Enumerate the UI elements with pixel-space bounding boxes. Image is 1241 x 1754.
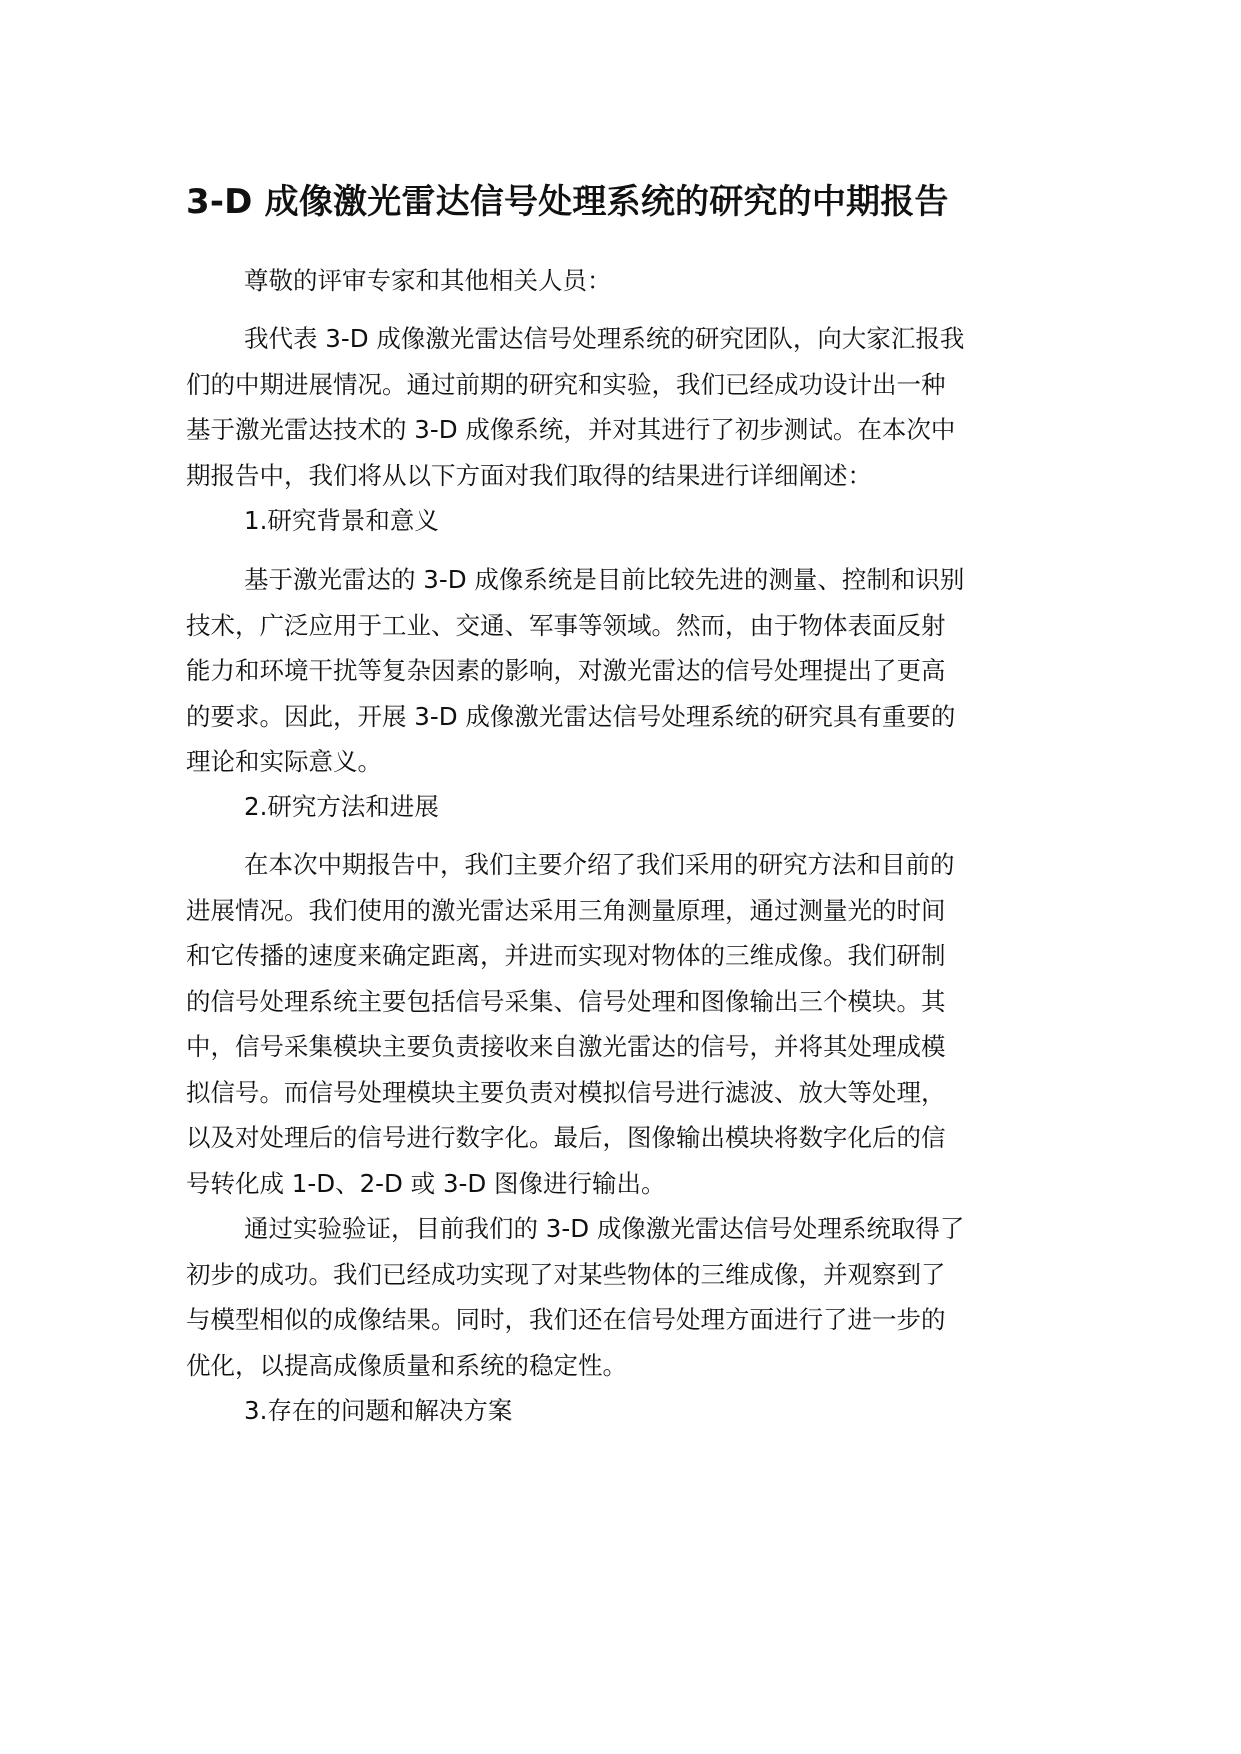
section-heading-line: 1.研究背景和意义 (244, 506, 439, 535)
section-2-paragraph-2 (186, 1206, 1042, 1388)
paragraph-line: 能力和环境干扰等复杂因素的影响，对激光雷达的信号处理提出了更高 (186, 656, 946, 685)
paragraph-line: 和它传播的速度来确定距离，并进而实现对物体的三维成像。我们研制 (186, 941, 946, 970)
paragraph-line: 的要求。因此，开展 3-D 成像激光雷达信号处理系统的研究具有重要的 (186, 701, 956, 731)
section-2-heading (186, 784, 1042, 830)
section-2-paragraph-1 (186, 842, 1042, 1206)
paragraph-line: 以及对处理后的信号进行数字化。最后，图像输出模块将数字化后的信 (186, 1123, 946, 1152)
paragraph-line: 号转化成 1-D、2-D 或 3-D 图像进行输出。 (186, 1168, 666, 1198)
paragraph-line: 与模型相似的成像结果。同时，我们还在信号处理方面进行了进一步的 (186, 1305, 946, 1334)
paragraph-line: 在本次中期报告中，我们主要介绍了我们采用的研究方法和目前的 (244, 850, 955, 879)
paragraph-line: 中，信号采集模块主要负责接收来自激光雷达的信号，并将其处理成模 (186, 1032, 946, 1061)
paragraph-line: 拟信号。而信号处理模块主要负责对模拟信号进行滤波、放大等处理， (186, 1077, 946, 1107)
paragraph-line: 优化，以提高成像质量和系统的稳定性。 (186, 1350, 627, 1380)
paragraph-line: 理论和实际意义。 (186, 747, 382, 776)
section-heading-line: 3.存在的问题和解决方案 (244, 1396, 513, 1425)
paragraph-line: 基于激光雷达技术的 3-D 成像系统，并对其进行了初步测试。在本次中 (186, 415, 956, 444)
section-3-heading (186, 1388, 1042, 1434)
paragraph-line: 通过实验验证，目前我们的 3-D 成像激光雷达信号处理系统取得了 (244, 1214, 965, 1243)
section-1-paragraph (186, 557, 1042, 785)
paragraph-line: 技术，广泛应用于工业、交通、军事等领域。然而，由于物体表面反射 (186, 610, 946, 640)
paragraph-line: 初步的成功。我们已经成功实现了对某些物体的三维成像，并观察到了 (186, 1259, 946, 1289)
salutation (186, 258, 1042, 304)
paragraph-line: 基于激光雷达的 3-D 成像系统是目前比较先进的测量、控制和识别 (244, 565, 965, 594)
paragraph-line: 进展情况。我们使用的激光雷达采用三角测量原理，通过测量光的时间 (186, 895, 946, 925)
section-1-heading (186, 498, 1042, 544)
paragraph-line: 我代表 3-D 成像激光雷达信号处理系统的研究团队，向大家汇报我 (244, 324, 965, 353)
paragraph-line: 期报告中，我们将从以下方面对我们取得的结果进行详细阐述： (186, 460, 872, 490)
document-title: 3-D 成像激光雷达信号处理系统的研究的中期报告 (186, 182, 949, 222)
section-heading-line: 2.研究方法和进展 (244, 792, 439, 821)
paragraph-line: 的信号处理系统主要包括信号采集、信号处理和图像输出三个模块。其 (186, 986, 946, 1016)
intro-paragraph (186, 316, 1042, 498)
paragraph-line: 们的中期进展情况。通过前期的研究和实验，我们已经成功设计出一种 (186, 369, 946, 399)
salutation-line: 尊敬的评审专家和其他相关人员： (244, 266, 612, 295)
